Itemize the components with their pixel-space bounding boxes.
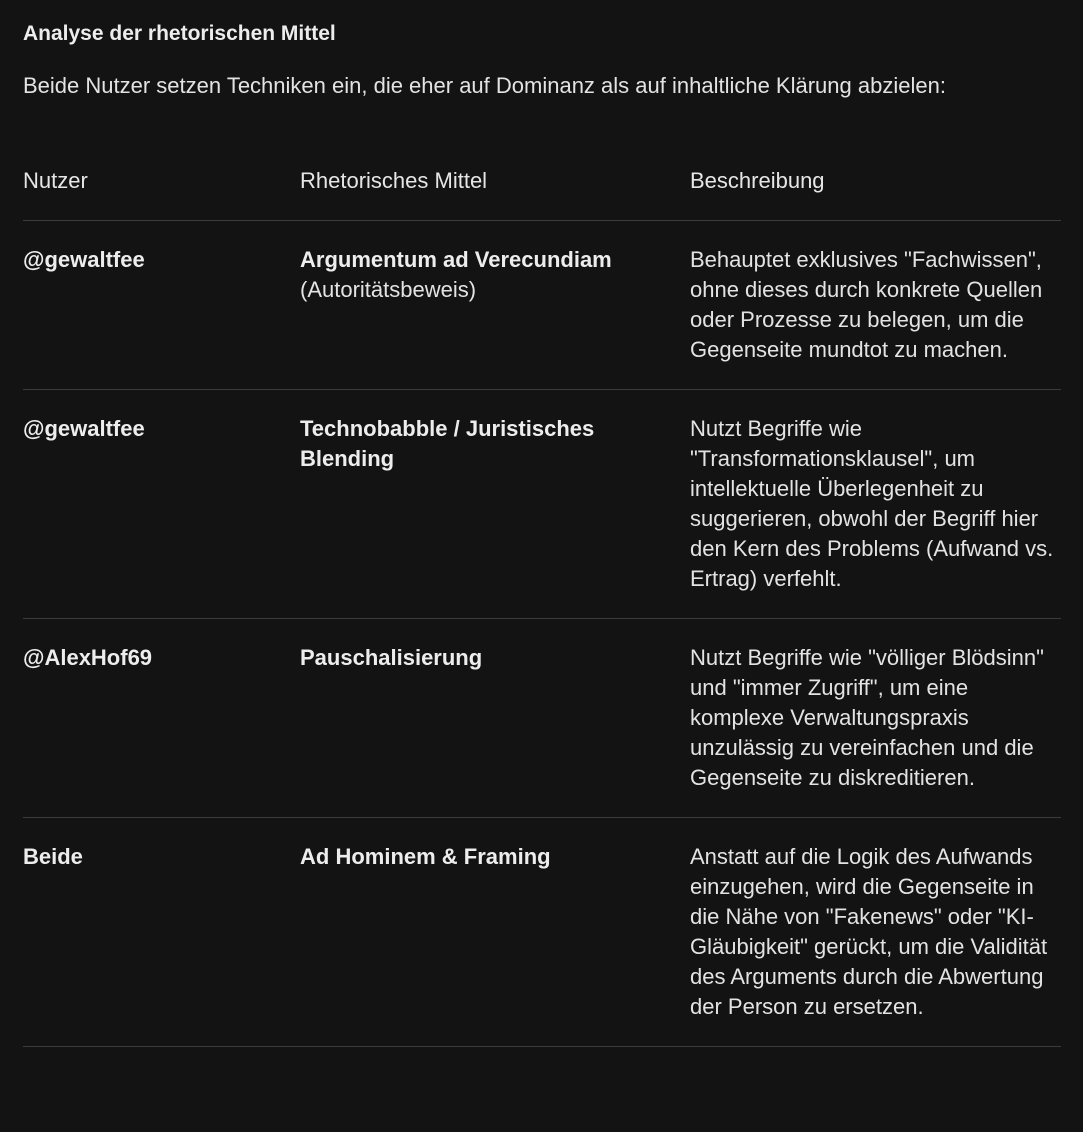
table-row bbox=[23, 818, 1061, 1047]
row-description: Nutzt Begriffe wie "völliger Blödsinn" und "immer Zugriff", um eine komplexe Verwaltungspraxis unzulässig zu vereinfachen und die Gegenseite zu diskreditieren. bbox=[690, 645, 1044, 790]
section-title: Analyse der rhetorischen Mittel bbox=[23, 22, 336, 45]
column-header-user: Nutzer bbox=[23, 168, 88, 193]
table-row bbox=[23, 221, 1061, 390]
row-device bbox=[300, 245, 690, 365]
row-description: Behauptet exklusives "Fachwissen", ohne dieses durch konkrete Quellen oder Prozesse zu belegen, um die Gegenseite mundtot zu machen. bbox=[690, 247, 1043, 362]
table-row bbox=[23, 619, 1061, 818]
device-note: (Autoritätsbeweis) bbox=[300, 277, 477, 302]
row-device bbox=[300, 414, 690, 594]
column-header-device: Rhetorisches Mittel bbox=[300, 168, 488, 193]
row-user: @AlexHof69 bbox=[23, 645, 153, 670]
row-description: Anstatt auf die Logik des Aufwands einzugehen, wird die Gegenseite in die Nähe von "Fakenews" oder "KI-Gläubigkeit" gerückt, um die Validität des Arguments durch die Abwertung der Person zu ersetzen. bbox=[690, 844, 1048, 1019]
intro-text: Beide Nutzer setzen Techniken ein, die eher auf Dominanz als auf inhaltliche Klärung abzielen: bbox=[23, 73, 946, 98]
row-description: Nutzt Begriffe wie "Transformationsklausel", um intellektuelle Überlegenheit zu suggerieren, obwohl der Begriff hier den Kern des Problems (Aufwand vs. Ertrag) verfehlt. bbox=[690, 416, 1054, 591]
device-name: Argumentum ad Verecundiam bbox=[300, 247, 612, 272]
row-user: Beide bbox=[23, 844, 83, 869]
table-row bbox=[23, 390, 1061, 619]
table-header-row bbox=[23, 166, 1061, 221]
row-device bbox=[300, 842, 690, 1022]
device-name: Ad Hominem & Framing bbox=[300, 844, 551, 869]
row-device bbox=[300, 643, 690, 793]
row-user: @gewaltfee bbox=[23, 416, 145, 441]
rhetoric-table bbox=[23, 166, 1061, 1047]
device-name: Technobabble / Juristisches Blending bbox=[300, 416, 595, 471]
row-user: @gewaltfee bbox=[23, 247, 145, 272]
device-name: Pauschalisierung bbox=[300, 645, 483, 670]
column-header-description: Beschreibung bbox=[690, 168, 825, 193]
